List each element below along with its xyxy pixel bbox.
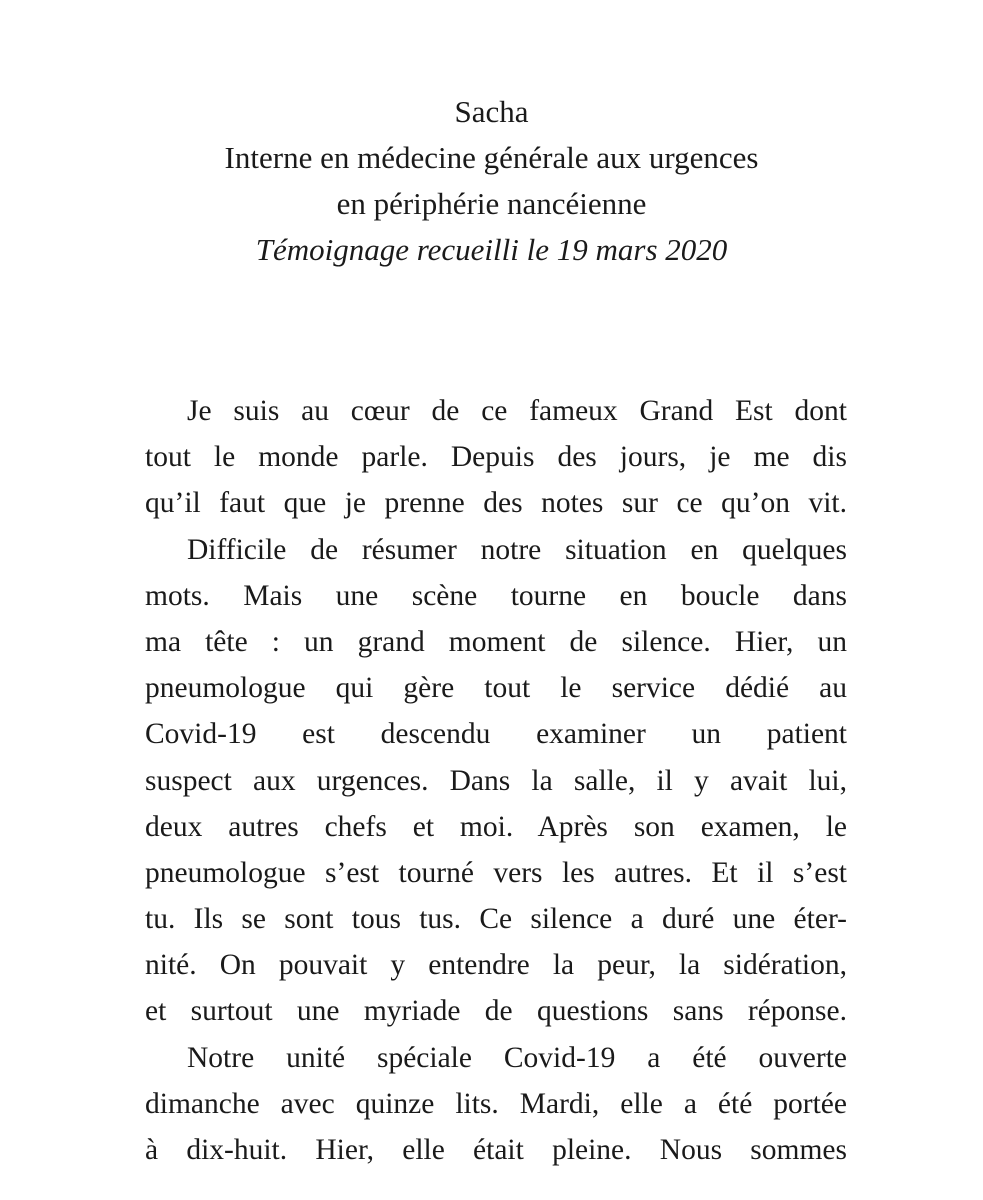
text-line: suspect aux urgences. Dans la salle, il y avait lui, — [145, 764, 847, 797]
text-line: qu’il faut que je prenne des notes sur ce qu’on vit. — [145, 487, 847, 520]
text-line: Je suis au cœur de ce fameux Grand Est dont — [187, 395, 847, 427]
witness-role-line-1: Interne en médecine générale aux urgences — [224, 140, 759, 175]
witness-name: Sacha — [454, 94, 529, 129]
text-line: deux autres chefs et moi. Après son examen, le — [145, 810, 847, 843]
text-line: tu. Ils se sont tous tus. Ce silence a duré une éter- — [145, 903, 847, 936]
text-line: ma tête : un grand moment de silence. Hier, un — [145, 625, 847, 658]
testimony-date: Témoignage recueilli le 19 mars 2020 — [255, 232, 728, 267]
text-line: pneumologue qui gère tout le service dédié au — [145, 672, 847, 705]
body-text — [145, 388, 847, 1173]
text-line: mots. Mais une scène tourne en boucle dans — [145, 579, 847, 612]
text-line: Covid-19 est descendu examiner un patient — [145, 718, 847, 751]
chapter-header — [0, 89, 983, 273]
paragraph-3 — [145, 1035, 847, 1174]
text-line: Notre unité spéciale Covid-19 a été ouverte — [187, 1041, 847, 1074]
paragraph-2 — [145, 527, 847, 1035]
text-line: pneumologue s’est tourné vers les autres. Et il s’est — [145, 856, 847, 889]
text-line: tout le monde parle. Depuis des jours, je me dis — [145, 441, 847, 474]
text-line: et surtout une myriade de questions sans réponse. — [145, 995, 847, 1028]
text-line: dimanche avec quinze lits. Mardi, elle a été portée — [145, 1087, 847, 1120]
text-line: nité. On pouvait y entendre la peur, la sidération, — [145, 949, 847, 982]
paragraph-1 — [145, 388, 847, 527]
witness-role-line-2: en périphérie nancéienne — [336, 186, 647, 221]
text-line: Difficile de résumer notre situation en quelques — [187, 533, 847, 566]
text-line: à dix-huit. Hier, elle était pleine. Nous sommes — [145, 1134, 847, 1166]
